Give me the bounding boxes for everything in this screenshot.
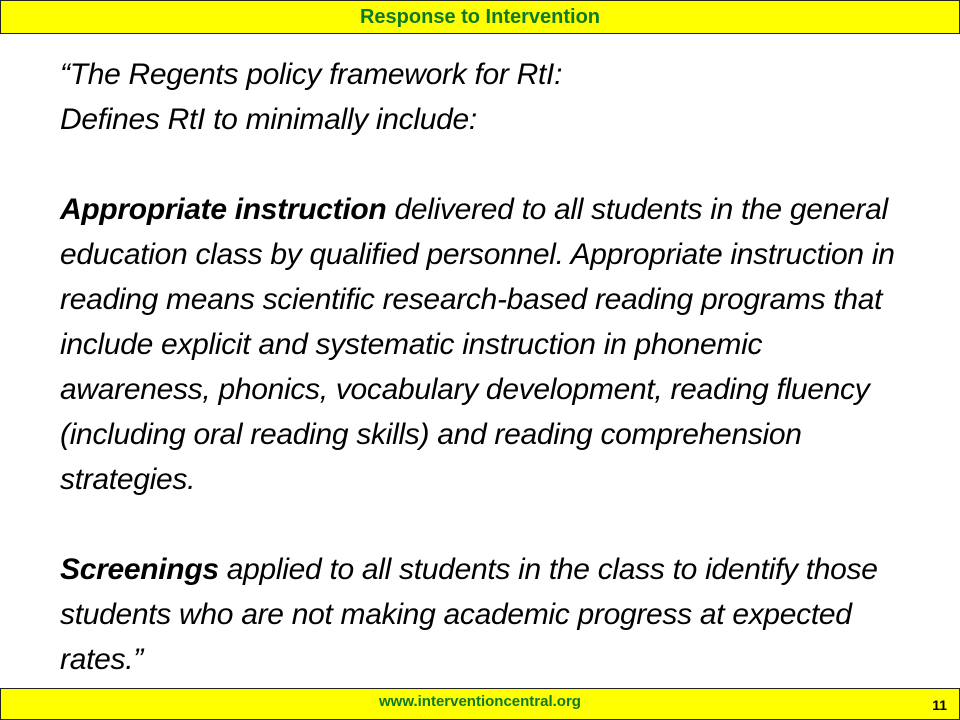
paragraph-1-text: delivered to all students in the general education class by qualified personnel. Appropriate instruction in reading means scientific research-based reading programs that include explicit and systematic instruction in phonemic awareness, phonics, vocabulary development, reading fluency (including oral reading skills) and reading comprehension strategies.	[60, 193, 895, 496]
paragraph-2-text: applied to all students in the class to identify those students who are not making academic progress at expected rates.”	[60, 553, 878, 676]
header-title: Response to Intervention	[359, 6, 601, 28]
term-appropriate-instruction: Appropriate instruction	[60, 193, 387, 226]
slide-content	[60, 52, 920, 682]
footer-url-link[interactable]: www.interventioncentral.org	[379, 693, 581, 710]
footer-banner	[0, 688, 960, 720]
page-number: 11	[932, 697, 947, 713]
intro-line-2: Defines RtI to minimally include:	[60, 103, 477, 136]
term-screenings: Screenings	[60, 553, 219, 586]
paragraph-appropriate-instruction	[60, 187, 920, 502]
intro-line-1: “The Regents policy framework for RtI:	[60, 58, 563, 91]
paragraph-screenings	[60, 547, 920, 682]
header-banner	[0, 0, 960, 34]
